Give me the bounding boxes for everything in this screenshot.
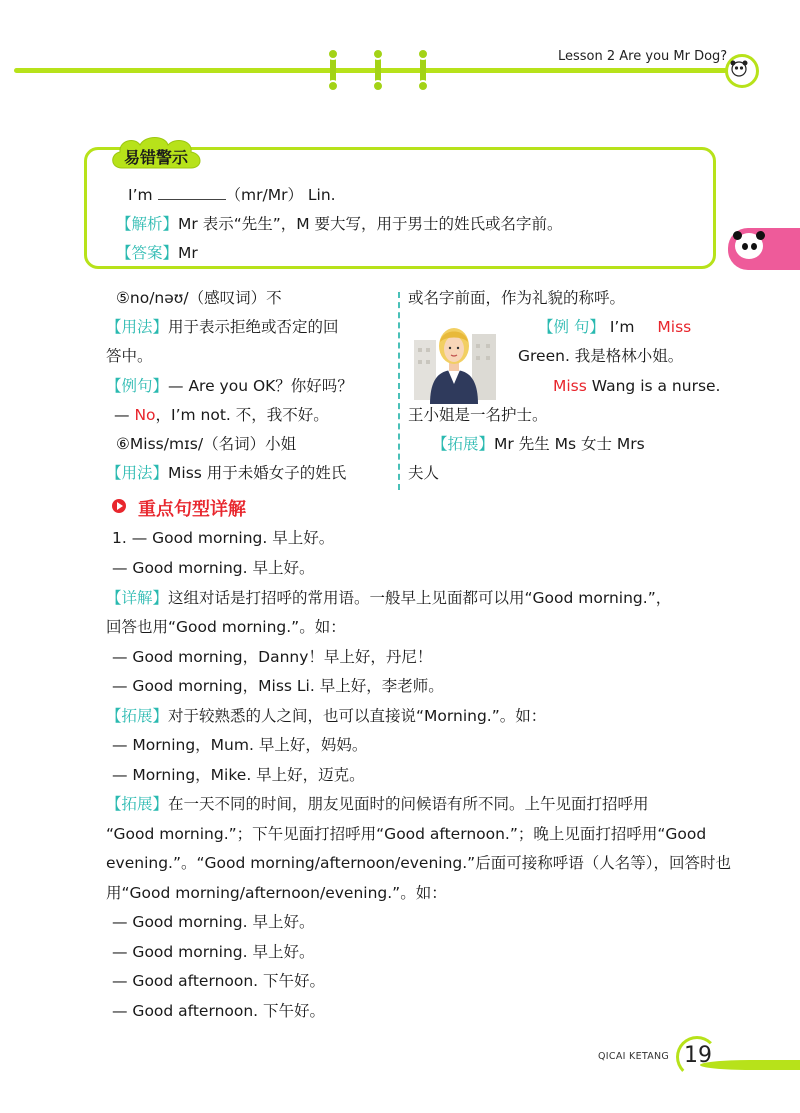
- footer-label: QICAI KETANG: [598, 1051, 670, 1062]
- detail-explanation-cont: 回答也用“Good morning.”。如：: [106, 618, 346, 636]
- warning-question: I’m （mr/Mr） Lin.: [128, 186, 336, 204]
- column-divider: [398, 292, 400, 490]
- extension-times-cont-2: evening.”。“Good morning/afternoon/evening.”后面可接称呼语（人名等），回答时也: [106, 854, 731, 872]
- binder-ring-icon: [330, 50, 336, 90]
- vocab-miss-example-2-cont: 王小姐是一名护士。: [408, 406, 548, 424]
- example-miss-li: — Good morning，Miss Li. 早上好，李老师。: [112, 677, 444, 695]
- vocab-no-example-reply: — No，I’m not. 不，我不好。: [114, 406, 329, 424]
- vocab-miss-extension: 【拓展】Mr 先生 Ms 女士 Mrs: [432, 435, 645, 453]
- vocab-miss: ⑥Miss/mɪs/（名词）小姐: [116, 435, 297, 453]
- woman-illustration: [406, 312, 502, 404]
- vocab-miss-extension-cont: 夫人: [408, 464, 440, 482]
- example-mum: — Morning，Mum. 早上好，妈妈。: [112, 736, 368, 754]
- vocab-miss-example: 【例 句】 I’m Miss: [538, 318, 692, 336]
- example-gm-1: — Good morning. 早上好。: [112, 913, 315, 931]
- extension-times-cont-3: 用“Good morning/afternoon/evening.”。如：: [106, 884, 447, 902]
- lesson-title: Lesson 2 Are you Mr Dog?: [558, 49, 728, 64]
- vocab-miss-usage: 【用法】Miss 用于未婚女子的姓氏: [106, 464, 347, 482]
- header-rule: [14, 68, 734, 73]
- sentence-1-reply: — Good morning. 早上好。: [112, 559, 315, 577]
- answer-blank: [158, 185, 226, 200]
- vocab-no-usage-cont: 答中。: [106, 347, 153, 365]
- panda-badge-icon: [725, 54, 759, 88]
- example-ga-2: — Good afternoon. 下午好。: [112, 1002, 326, 1020]
- vocab-no-usage: 【用法】用于表示拒绝或否定的回: [106, 318, 339, 336]
- vocab-miss-usage-cont: 或名字前面，作为礼貌的称呼。: [408, 289, 626, 307]
- vocab-no-example: 【例句】— Are you OK？你好吗？: [106, 377, 353, 395]
- example-mike: — Morning，Mike. 早上好，迈克。: [112, 766, 365, 784]
- warning-title: 易错警示: [124, 148, 189, 167]
- extension-morning: 【拓展】对于较熟悉的人之间，也可以直接说“Morning.”。如：: [106, 707, 547, 725]
- example-gm-2: — Good morning. 早上好。: [112, 943, 315, 961]
- extension-times: 【拓展】在一天不同的时间，朋友见面时的问候语有所不同。上午见面打招呼用: [106, 795, 649, 813]
- detail-explanation: 【详解】这组对话是打招呼的常用语。一般早上见面都可以用“Good morning.”，: [106, 589, 672, 607]
- sentence-1: 1. — Good morning. 早上好。: [112, 529, 335, 547]
- panda-icon: [735, 233, 763, 259]
- page-number: 19: [684, 1043, 712, 1068]
- example-danny: — Good morning，Danny！早上好，丹尼！: [112, 648, 433, 666]
- section-title: 重点句型详解: [138, 499, 246, 520]
- example-ga-1: — Good afternoon. 下午好。: [112, 972, 326, 990]
- extension-times-cont-1: “Good morning.”；下午见面打招呼用“Good afternoon.”；晚上见面打招呼用“Good: [106, 825, 707, 843]
- warning-answer: 【答案】Mr: [116, 244, 198, 262]
- binder-ring-icon: [420, 50, 426, 90]
- vocab-miss-example-2: Miss Wang is a nurse.: [553, 377, 721, 395]
- warning-analysis: 【解析】Mr 表示“先生”，M 要大写，用于男士的姓氏或名字前。: [116, 215, 563, 233]
- play-bullet-icon: [112, 499, 126, 513]
- vocab-miss-example-cont: Green. 我是格林小姐。: [518, 347, 684, 365]
- vocab-no: ⑤no/nəʊ/（感叹词）不: [116, 289, 282, 307]
- binder-ring-icon: [375, 50, 381, 90]
